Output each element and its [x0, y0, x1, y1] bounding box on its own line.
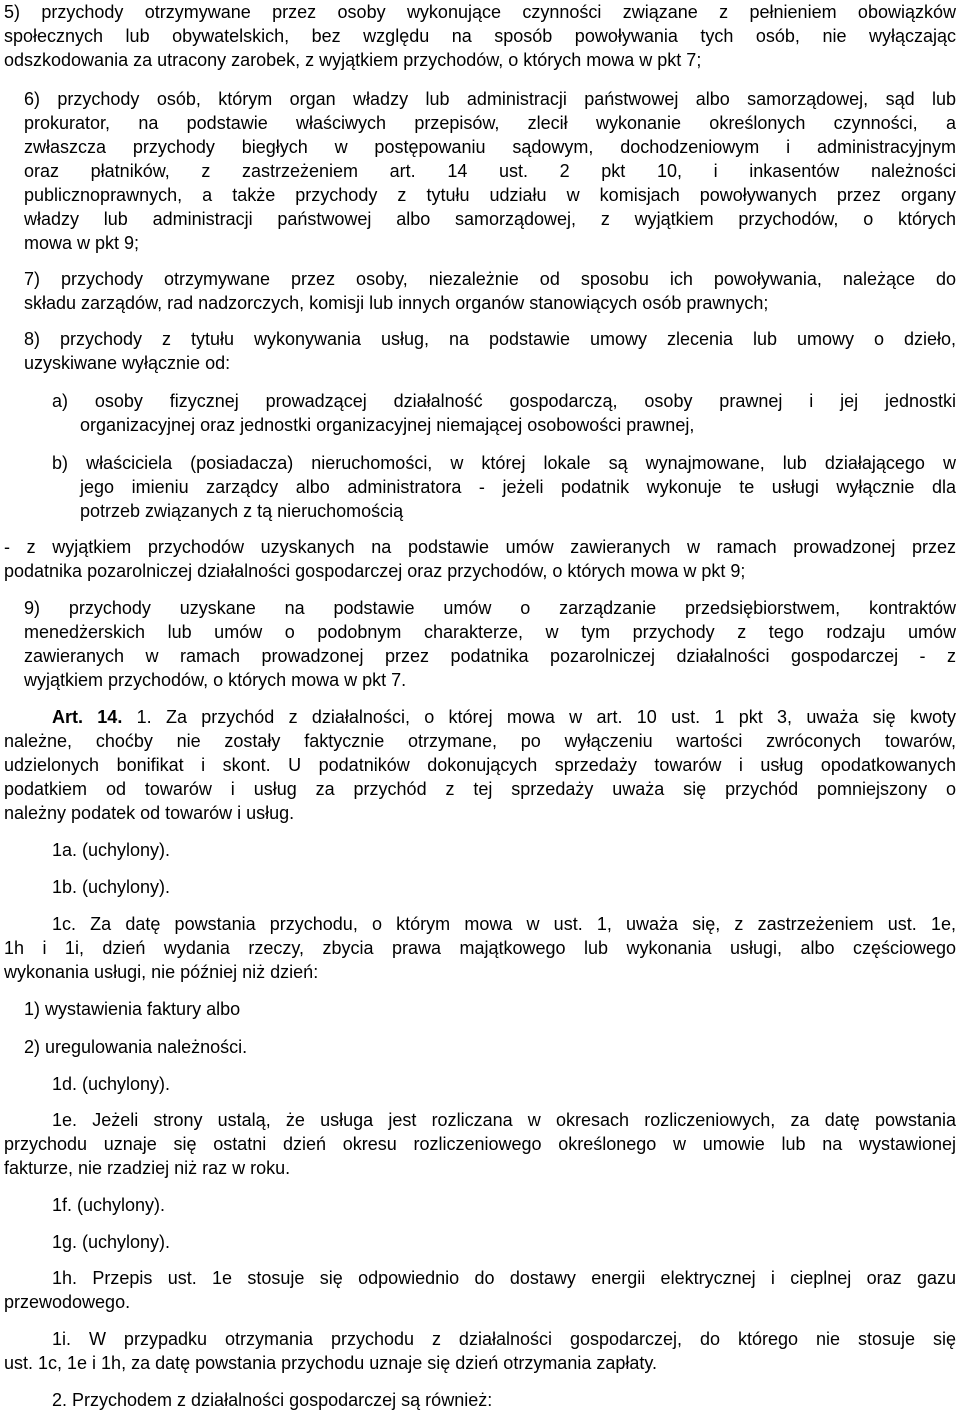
text-line: prokurator, na podstawie właściwych przepisów, zlecił wykonanie określonych czynności, a: [24, 113, 956, 133]
paragraph-item-8: [24, 327, 956, 375]
article-14-first-line: [52, 705, 956, 729]
text-line: 6) przychody osób, którym organ władzy lub administracji państwowej albo samorządowej, sąd lub: [24, 89, 956, 109]
text-line: 2) uregulowania należności.: [24, 1037, 248, 1057]
text-line: 1c. Za datę powstania przychodu, o którym mowa w ust. 1, uważa się, z zastrzeżeniem ust. 1e,: [52, 914, 956, 934]
text-line: - z wyjątkiem przychodów uzyskanych na podstawie umów zawieranych w ramach prowadzonej przez: [4, 537, 956, 557]
text-line: podatnika pozarolniczej działalności gospodarczej oraz przychodów, o których mowa w pkt 9;: [4, 561, 746, 581]
text-line: fakturze, nie rzadziej niż raz w roku.: [4, 1158, 291, 1178]
text-line: 1f. (uchylony).: [52, 1195, 166, 1215]
text-line: 9) przychody uzyskane na podstawie umów o zarządzanie przedsiębiorstwem, kontraktów: [24, 598, 956, 618]
text-line: społecznych lub obywatelskich, bez względu na sposób powoływania tych osób, nie wyłączając: [4, 26, 956, 46]
section-1b: [52, 875, 956, 899]
text-line: władzy lub administracji państwowej albo samorządowej, z wyjątkiem przychodów, o których: [24, 209, 956, 229]
section-1i-continued: [4, 1351, 956, 1375]
section-1c-point-1: [24, 997, 956, 1021]
text-line: 7) przychody otrzymywane przez osoby, niezależnie od sposobu ich powoływania, należące do: [24, 269, 956, 289]
text-line: 1e. Jeżeli strony ustalą, że usługa jest rozliczana w okresach rozliczeniowych, za datę powstania: [52, 1110, 956, 1130]
section-1e: [52, 1108, 956, 1132]
text-line: przewodowego.: [4, 1292, 131, 1312]
text-line: 1a. (uchylony).: [52, 840, 171, 860]
section-1e-continued: [4, 1132, 956, 1180]
text-line: 1i. W przypadku otrzymania przychodu z działalności gospodarczej, do którego nie stosuje się: [52, 1329, 956, 1349]
section-1i: [52, 1327, 956, 1351]
text-line: b) właściciela (posiadacza) nieruchomości, w której lokale są wynajmowane, lub działającego w: [52, 453, 956, 473]
paragraph-item-8b-continued: [80, 475, 956, 523]
text-line: menedżerskich lub umów o podobnym charakterze, w tym przychody z tego rodzaju umów: [24, 622, 956, 642]
text-line: zawieranych w ramach prowadzonej przez podatnika pozarolniczej działalności gospodarczej - z: [24, 646, 956, 666]
text-line: odszkodowania za utracony zarobek, z wyjątkiem przychodów, o których mowa w pkt 7;: [4, 50, 702, 70]
paragraph-item-6: [24, 87, 956, 111]
text-line: a) osoby fizycznej prowadzącej działalność gospodarczą, osoby prawnej i jej jednostki: [52, 391, 956, 411]
text-line: 1) wystawienia faktury albo: [24, 999, 241, 1019]
text-line: 1g. (uchylony).: [52, 1232, 171, 1252]
section-1c-continued: [4, 936, 956, 984]
text-line: 1h i 1i, dzień wydania rzeczy, zbycia prawa majątkowego lub wykonania usługi, albo częściowego: [4, 938, 956, 958]
section-1h: [52, 1266, 956, 1290]
text-line: [52, 705, 956, 729]
paragraph-item-8a: [52, 389, 956, 413]
text-line: 2. Przychodem z działalności gospodarczej są również:: [52, 1390, 493, 1410]
paragraph-item-5: [4, 0, 956, 72]
text-line: 1b. (uchylony).: [52, 877, 171, 897]
text-line: 1h. Przepis ust. 1e stosuje się odpowiednio do dostawy energii elektrycznej i cieplnej oraz gazu: [52, 1268, 956, 1288]
paragraph-item-9: [24, 596, 956, 692]
text-line: składu zarządów, rad nadzorczych, komisji lub innych organów stanowiących osób prawnych;: [24, 293, 769, 313]
article-14-body: [4, 729, 956, 825]
section-1h-continued: [4, 1290, 956, 1314]
text-line: potrzeb związanych z tą nieruchomością: [80, 501, 404, 521]
section-1a: [52, 838, 956, 862]
text-line: 5) przychody otrzymywane przez osoby wykonujące czynności związane z pełnieniem obowiązków: [4, 2, 956, 22]
paragraph-item-8a-continued: [80, 413, 956, 437]
paragraph-item-6-continued: [24, 111, 956, 255]
text-line: publicznoprawnych, a także przychody z tytułu udziału w komisjach powoływanych przez organy: [24, 185, 956, 205]
text-line: przychodu uznaje się ostatni dzień okresu rozliczeniowego określonego w umowie lub na wystawionej: [4, 1134, 956, 1154]
text-line: organizacyjnej oraz jednostki organizacyjnej niemającej osobowości prawnej,: [80, 415, 695, 435]
paragraph-item-8b: [52, 451, 956, 475]
section-1f: [52, 1193, 956, 1217]
text-line: uzyskiwane wyłącznie od:: [24, 353, 231, 373]
section-1c-point-2: [24, 1035, 956, 1059]
text-line: 1d. (uchylony).: [52, 1074, 171, 1094]
section-1d: [52, 1072, 956, 1096]
article-heading: Art. 14.: [52, 707, 123, 727]
text-line: udzielonych bonifikat i skont. U podatników dokonujących sprzedaży towarów i usług opodatkowanych: [4, 755, 956, 775]
paragraph-item-8-tail: [4, 535, 956, 583]
text-line: ust. 1c, 1e i 1h, za datę powstania przychodu uznaje się dzień otrzymania zapłaty.: [4, 1353, 658, 1373]
text-line: podatkiem od towarów i usług za przychód z tej sprzedaży uważa się przychód pomniejszony o: [4, 779, 956, 799]
paragraph-item-7: [24, 267, 956, 315]
section-1g: [52, 1230, 956, 1254]
article-text: 1. Za przychód z działalności, o której mowa w art. 10 ust. 1 pkt 3, uważa się kwoty: [136, 707, 956, 727]
text-line: oraz płatników, z zastrzeżeniem art. 14 ust. 2 pkt 10, i inkasentów należności: [24, 161, 956, 181]
text-line: zwłaszcza przychody biegłych w postępowaniu sądowym, dochodzeniowym i administracyjnym: [24, 137, 956, 157]
text-line: wyjątkiem przychodów, o których mowa w pkt 7.: [24, 670, 407, 690]
text-line: należne, choćby nie zostały faktycznie otrzymane, po wyłączeniu wartości zwróconych towarów,: [4, 731, 956, 751]
text-line: jego imieniu zarządcy albo administratora - jeżeli podatnik wykonuje te usługi wyłącznie dla: [80, 477, 956, 497]
text-line: należny podatek od towarów i usług.: [4, 803, 295, 823]
text-line: wykonania usługi, nie później niż dzień:: [4, 962, 319, 982]
section-1c: [52, 912, 956, 936]
text-line: 8) przychody z tytułu wykonywania usług, na podstawie umowy zlecenia lub umowy o dzieło,: [24, 329, 956, 349]
section-2: [52, 1388, 956, 1412]
text-line: mowa w pkt 9;: [24, 233, 140, 253]
